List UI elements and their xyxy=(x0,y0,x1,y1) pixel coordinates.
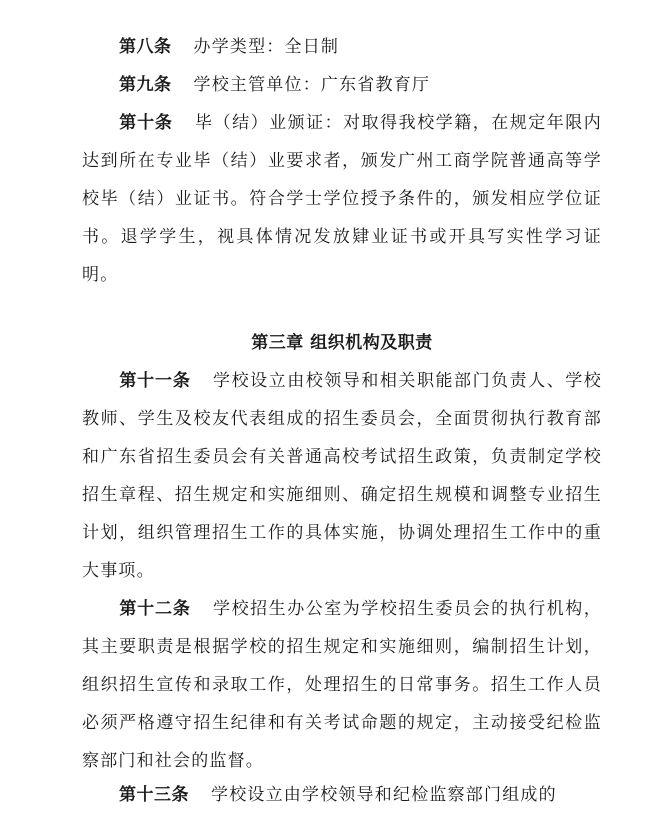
article-13 xyxy=(82,776,602,814)
article-text: 办学类型：全日制 xyxy=(193,37,340,57)
article-label: 第十条 xyxy=(119,113,173,133)
article-text: 学校招生办公室为学校招生委员会的执行机构，其主要职责是根据学校的招生规定和实施细则，编制招生计划，组织招生宣传和录取工作，处理招生的日常事务。招生工作人员必须严格遵守招生纪律和有关考试命题的规定，主动接受纪检监察部门和社会的监督。 xyxy=(82,599,603,771)
article-label: 第九条 xyxy=(119,75,172,95)
article-label: 第十二条 xyxy=(119,599,191,619)
article-10 xyxy=(82,104,602,294)
article-label: 第八条 xyxy=(119,37,172,57)
article-label: 第十一条 xyxy=(119,371,191,391)
article-text: 学校主管单位：广东省教育厅 xyxy=(193,75,431,95)
article-text: 毕（结）业颁证：对取得我校学籍，在规定年限内达到所在专业毕（结）业要求者，颁发广州工商学院普通高等学校毕（结）业证书。符合学士学位授予条件的，颁发相应学位证书。退学学生，视具体情况发放肄业证书或开具写实性学习证明。 xyxy=(82,113,602,285)
chapter-title: 第三章 组织机构及职责 xyxy=(251,333,433,353)
article-12 xyxy=(82,590,602,780)
article-11 xyxy=(82,362,602,590)
article-8 xyxy=(82,28,602,66)
article-text: 学校设立由学校领导和纪检监察部门组成的 xyxy=(211,785,557,805)
article-label: 第十三条 xyxy=(119,785,189,805)
article-9 xyxy=(82,66,602,104)
article-text: 学校设立由校领导和相关职能部门负责人、学校教师、学生及校友代表组成的招生委员会，全面贯彻执行教育部和广东省招生委员会有关普通高校考试招生政策，负责制定学校招生章程、招生规定和实施细则、确定招生规模和调整专业招生计划，组织管理招生工作的具体实施，协调处理招生工作中的重大事项。 xyxy=(82,371,603,581)
